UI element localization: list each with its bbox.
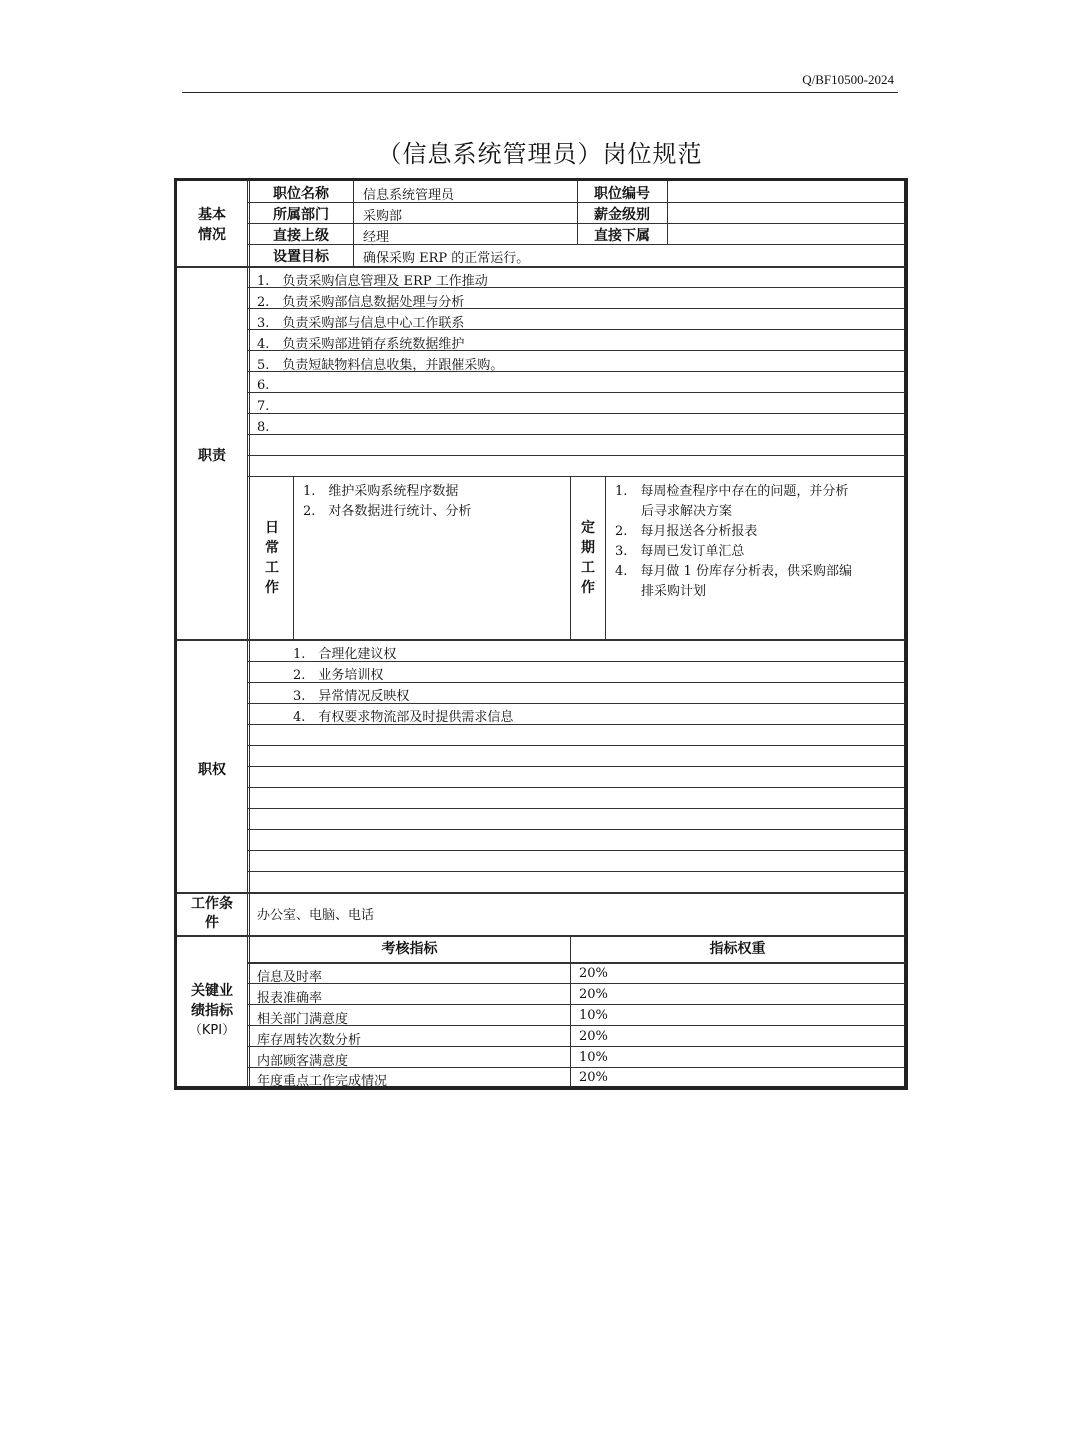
authority-item: 2. 业务培训权 bbox=[293, 668, 384, 683]
goal-value: 确保采购 ERP 的正常运行。 bbox=[363, 251, 530, 266]
kpi-col-indicator: 考核指标 bbox=[381, 941, 438, 957]
daily-work-label: 日常工作 bbox=[265, 520, 279, 596]
duty-item: 1. 负责采购信息管理及 ERP 工作推动 bbox=[257, 274, 488, 289]
document-code: Q/BF10500-2024 bbox=[802, 72, 894, 87]
duty-item: 2. 负责采购部信息数据处理与分析 bbox=[257, 295, 465, 310]
periodic-work-item: 3. 每周已发订单汇总 bbox=[615, 544, 745, 559]
kpi-row-name: 内部顾客满意度 bbox=[257, 1054, 349, 1069]
superior-label: 直接上级 bbox=[273, 228, 329, 244]
dept-label: 所属部门 bbox=[273, 207, 329, 223]
authority-section-label: 职权 bbox=[198, 762, 226, 778]
salary-label: 薪金级别 bbox=[594, 207, 650, 223]
kpi-row-name: 信息及时率 bbox=[257, 970, 323, 985]
basic-section-label: 基本情况 bbox=[198, 207, 226, 243]
kpi-col-weight: 指标权重 bbox=[709, 941, 766, 957]
conditions-section-label: 工作条件 bbox=[191, 896, 233, 931]
kpi-section-label: 关键业 绩指标 （KPI） bbox=[188, 983, 236, 1038]
header-rule bbox=[182, 92, 898, 93]
kpi-row-name: 库存周转次数分析 bbox=[257, 1033, 362, 1048]
kpi-row-weight: 20% bbox=[579, 1070, 608, 1085]
daily-work-item: 2. 对各数据进行统计、分析 bbox=[303, 504, 472, 519]
authority-item: 1. 合理化建议权 bbox=[293, 647, 397, 662]
periodic-work-item: 2. 每月报送各分析报表 bbox=[615, 524, 758, 539]
duty-item: 5. 负责短缺物料信息收集，并跟催采购。 bbox=[257, 358, 504, 373]
job-spec-table bbox=[174, 178, 908, 1090]
goal-label: 设置目标 bbox=[273, 249, 329, 265]
kpi-row-weight: 20% bbox=[579, 1029, 608, 1044]
authority-item: 3. 异常情况反映权 bbox=[293, 689, 410, 704]
superior-value: 经理 bbox=[363, 230, 390, 245]
job-name-value: 信息系统管理员 bbox=[363, 188, 455, 203]
duty-item: 8. bbox=[257, 420, 270, 435]
duty-item: 7. bbox=[257, 399, 270, 414]
periodic-work-item: 排采购计划 bbox=[615, 584, 707, 599]
authority-item: 4. 有权要求物流部及时提供需求信息 bbox=[293, 710, 514, 725]
dept-value: 采购部 bbox=[363, 209, 403, 224]
subordinate-label: 直接下属 bbox=[594, 228, 650, 244]
periodic-work-item: 后寻求解决方案 bbox=[615, 504, 733, 519]
conditions-value: 办公室、电脑、电话 bbox=[257, 908, 375, 923]
job-no-label: 职位编号 bbox=[594, 186, 650, 202]
kpi-row-name: 年度重点工作完成情况 bbox=[257, 1074, 388, 1089]
duty-item: 3. 负责采购部与信息中心工作联系 bbox=[257, 316, 465, 331]
kpi-row-weight: 20% bbox=[579, 987, 608, 1002]
daily-work-item: 1. 维护采购系统程序数据 bbox=[303, 484, 459, 499]
kpi-row-name: 报表准确率 bbox=[257, 991, 323, 1006]
kpi-row-weight: 10% bbox=[579, 1008, 608, 1023]
kpi-row-weight: 10% bbox=[579, 1050, 608, 1065]
duty-item: 6. bbox=[257, 378, 270, 393]
periodic-work-item: 4. 每月做 1 份库存分析表，供采购部编 bbox=[615, 564, 852, 579]
periodic-work-item: 1. 每周检查程序中存在的问题，并分析 bbox=[615, 484, 849, 499]
page-title: （信息系统管理员）岗位规范 bbox=[377, 140, 703, 168]
kpi-row-name: 相关部门满意度 bbox=[257, 1012, 349, 1027]
kpi-row-weight: 20% bbox=[579, 966, 608, 981]
job-name-label: 职位名称 bbox=[273, 186, 329, 202]
periodic-work-label: 定期工作 bbox=[581, 520, 595, 596]
duties-section-label: 职责 bbox=[198, 448, 226, 464]
duty-item: 4. 负责采购部进销存系统数据维护 bbox=[257, 337, 465, 352]
